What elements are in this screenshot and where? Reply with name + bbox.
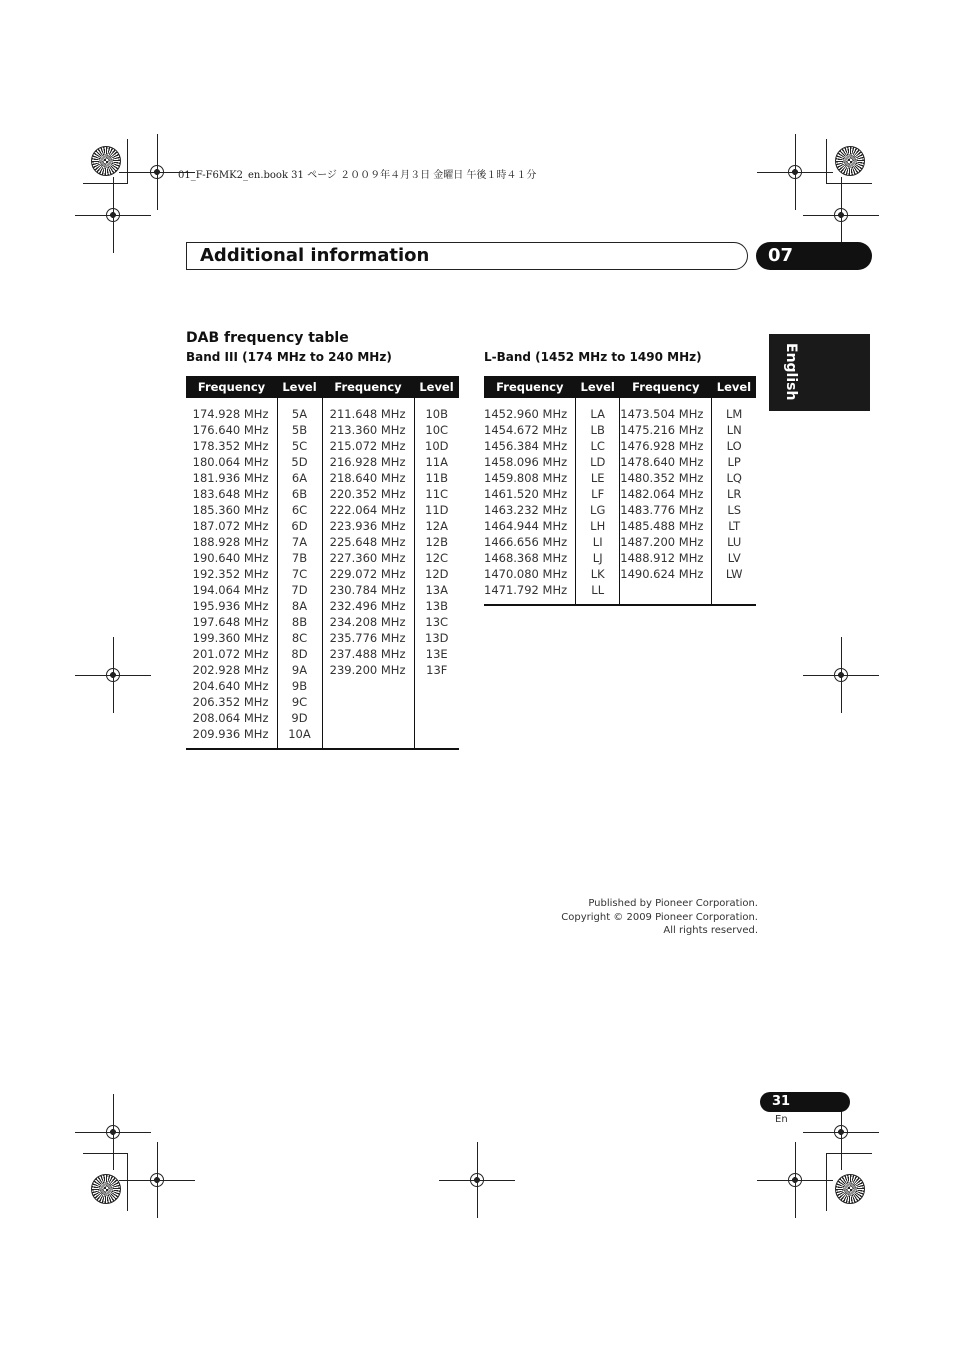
registration-line — [157, 134, 158, 210]
table-cell: LR — [726, 487, 742, 501]
table-cell: 180.064 MHz — [192, 455, 269, 469]
table-cell: 12A — [425, 519, 448, 533]
table-cell: 178.352 MHz — [192, 439, 269, 453]
band3-table — [186, 376, 459, 750]
table-cell: 7C — [291, 567, 308, 581]
table-cell: 11B — [425, 471, 449, 485]
table-cell: LJ — [592, 551, 603, 565]
table-cell: 192.352 MHz — [192, 567, 269, 581]
table-cell: 174.928 MHz — [192, 407, 269, 421]
trim-line — [826, 1153, 872, 1154]
table-cell: 13F — [426, 663, 448, 677]
table-cell: 235.776 MHz — [329, 631, 406, 645]
table-cell: 7B — [291, 551, 308, 565]
table-cell: 183.648 MHz — [192, 487, 269, 501]
trim-line — [127, 139, 128, 183]
trim-line — [83, 1153, 128, 1154]
band3-header-level-2: Level — [414, 376, 459, 398]
lband-col1-level — [576, 398, 620, 605]
table-cell: LS — [727, 503, 742, 517]
section-header-bar — [186, 242, 748, 270]
table-cell: 1458.096 MHz — [484, 455, 568, 469]
table-cell: 195.936 MHz — [192, 599, 269, 613]
color-target-mark — [835, 146, 865, 176]
page-language: En — [775, 1114, 788, 1125]
lband-header-level-2: Level — [712, 376, 756, 398]
table-cell: 220.352 MHz — [329, 487, 406, 501]
table-cell: 12D — [425, 567, 449, 581]
table-cell: 10A — [288, 727, 311, 741]
table-cell: 1466.656 MHz — [484, 535, 568, 549]
table-cell: LU — [727, 535, 742, 549]
section-title: DAB frequency table — [186, 330, 349, 346]
table-cell: 229.072 MHz — [329, 567, 406, 581]
table-cell: LV — [727, 551, 741, 565]
table-cell: 234.208 MHz — [329, 615, 406, 629]
table-cell: 8C — [291, 631, 308, 645]
table-cell: LM — [726, 407, 743, 421]
table-cell: 218.640 MHz — [329, 471, 406, 485]
table-cell: 1475.216 MHz — [620, 423, 704, 437]
table-cell: 10C — [425, 423, 449, 437]
table-cell: 1490.624 MHz — [620, 567, 704, 581]
table-cell: LA — [590, 407, 605, 421]
lband-header-frequency-1: Frequency — [484, 376, 576, 398]
table-cell: 5B — [291, 423, 308, 437]
table-cell: 209.936 MHz — [192, 727, 269, 741]
trim-line — [826, 1153, 827, 1211]
table-cell: 188.928 MHz — [192, 535, 269, 549]
table-cell: 202.928 MHz — [192, 663, 269, 677]
table-cell: 1487.200 MHz — [620, 535, 704, 549]
table-cell: 223.936 MHz — [329, 519, 406, 533]
registration-line — [113, 637, 114, 713]
table-cell: 201.072 MHz — [192, 647, 269, 661]
table-cell: 11D — [425, 503, 449, 517]
table-cell: 213.360 MHz — [329, 423, 406, 437]
table-cell: LQ — [726, 471, 742, 485]
table-cell: LP — [727, 455, 741, 469]
band3-header-level-1: Level — [277, 376, 322, 398]
table-cell: 237.488 MHz — [329, 647, 406, 661]
registration-line — [841, 637, 842, 713]
table-cell: 6B — [291, 487, 308, 501]
table-cell: LW — [725, 567, 743, 581]
lband-col2-frequency — [620, 398, 712, 605]
table-cell: 13A — [425, 583, 448, 597]
book-meta-line: 01_F-F6MK2_en.book 31 ページ ２００９年４月３日 金曜日 午後１時４１分 — [178, 170, 537, 181]
registration-line — [157, 1142, 158, 1218]
table-cell: 1459.808 MHz — [484, 471, 568, 485]
lband-subtitle: L-Band (1452 MHz to 1490 MHz) — [484, 350, 702, 364]
table-cell: 10B — [425, 407, 449, 421]
table-cell: 1488.912 MHz — [620, 551, 704, 565]
lband-header-frequency-2: Frequency — [620, 376, 712, 398]
rights-line: All rights reserved. — [663, 925, 758, 936]
table-cell: 1480.352 MHz — [620, 471, 704, 485]
table-cell: LO — [726, 439, 742, 453]
table-cell: 1482.064 MHz — [620, 487, 704, 501]
trim-line — [826, 183, 872, 184]
table-cell: 1485.488 MHz — [620, 519, 704, 533]
table-cell: 225.648 MHz — [329, 535, 406, 549]
table-cell: 5A — [291, 407, 308, 421]
table-cell: 9B — [291, 679, 308, 693]
registration-line — [477, 1142, 478, 1218]
table-cell: LT — [728, 519, 741, 533]
table-cell: 1461.520 MHz — [484, 487, 568, 501]
table-cell: 6A — [291, 471, 308, 485]
publisher-line: Published by Pioneer Corporation. — [588, 898, 758, 909]
table-cell: 227.360 MHz — [329, 551, 406, 565]
color-target-mark — [91, 146, 121, 176]
table-cell: 6D — [291, 519, 308, 533]
table-cell: 13E — [425, 647, 448, 661]
table-cell: LG — [590, 503, 606, 517]
trim-line — [83, 183, 128, 184]
table-cell: 199.360 MHz — [192, 631, 269, 645]
band3-col2-level — [414, 398, 459, 749]
table-cell: 6C — [291, 503, 308, 517]
table-cell: 190.640 MHz — [192, 551, 269, 565]
table-cell: 10D — [425, 439, 449, 453]
table-cell: 187.072 MHz — [192, 519, 269, 533]
language-tab — [769, 334, 870, 411]
section-header-title: Additional information — [200, 245, 430, 266]
lband-col1-frequency — [484, 398, 576, 605]
table-cell: 5C — [291, 439, 308, 453]
band3-col1-frequency — [186, 398, 277, 749]
registration-line — [795, 1142, 796, 1218]
color-target-mark — [835, 1174, 865, 1204]
language-tab-label: English — [783, 343, 799, 401]
table-cell: LL — [591, 583, 605, 597]
table-cell: 1464.944 MHz — [484, 519, 568, 533]
table-cell: 12B — [425, 535, 449, 549]
table-cell: 1452.960 MHz — [484, 407, 568, 421]
table-cell: 1476.928 MHz — [620, 439, 704, 453]
band3-subtitle: Band III (174 MHz to 240 MHz) — [186, 350, 392, 364]
band3-header-frequency-2: Frequency — [322, 376, 414, 398]
registration-line — [113, 177, 114, 253]
table-cell: 11A — [425, 455, 448, 469]
band3-header-frequency-1: Frequency — [186, 376, 277, 398]
table-cell: 239.200 MHz — [329, 663, 406, 677]
lband-header-level-1: Level — [576, 376, 620, 398]
table-cell: 1454.672 MHz — [484, 423, 568, 437]
table-cell: 1478.640 MHz — [620, 455, 704, 469]
lband-col2-level — [712, 398, 756, 605]
lband-table — [484, 376, 756, 606]
table-cell: LB — [590, 423, 605, 437]
table-cell: 176.640 MHz — [192, 423, 269, 437]
table-cell: 185.360 MHz — [192, 503, 269, 517]
table-cell: 181.936 MHz — [192, 471, 269, 485]
table-cell: LI — [592, 535, 603, 549]
trim-line — [826, 139, 827, 183]
table-cell: 8D — [291, 647, 308, 661]
table-cell: 9A — [291, 663, 308, 677]
table-cell: 7A — [291, 535, 308, 549]
trim-line — [127, 1153, 128, 1211]
table-cell: 206.352 MHz — [192, 695, 269, 709]
band3-col2-frequency — [322, 398, 414, 749]
table-cell: 222.064 MHz — [329, 503, 406, 517]
table-cell: 1468.368 MHz — [484, 551, 568, 565]
table-cell: 5D — [291, 455, 308, 469]
table-cell: 194.064 MHz — [192, 583, 269, 597]
table-cell: 11C — [425, 487, 449, 501]
table-cell: LD — [590, 455, 606, 469]
chapter-number: 07 — [756, 242, 872, 270]
table-cell: 1463.232 MHz — [484, 503, 568, 517]
table-cell: 7D — [291, 583, 308, 597]
color-target-mark — [91, 1174, 121, 1204]
table-cell: 8A — [291, 599, 308, 613]
copyright-line: Copyright © 2009 Pioneer Corporation. — [561, 911, 758, 923]
table-cell: 1471.792 MHz — [484, 583, 568, 597]
table-cell: LC — [590, 439, 605, 453]
table-cell: 13D — [425, 631, 449, 645]
registration-line — [113, 1094, 114, 1170]
registration-line — [795, 134, 796, 210]
table-cell: LK — [590, 567, 605, 581]
band3-col1-level — [277, 398, 322, 749]
table-cell: LH — [590, 519, 606, 533]
table-cell: 1456.384 MHz — [484, 439, 568, 453]
table-cell: 216.928 MHz — [329, 455, 406, 469]
table-cell: 211.648 MHz — [329, 407, 406, 421]
table-cell: 13C — [425, 615, 449, 629]
table-cell: 13B — [425, 599, 449, 613]
table-cell: 208.064 MHz — [192, 711, 269, 725]
table-cell: 197.648 MHz — [192, 615, 269, 629]
page-number: 31 — [760, 1092, 850, 1112]
table-cell: 1470.080 MHz — [484, 567, 568, 581]
table-cell: 1483.776 MHz — [620, 503, 704, 517]
table-cell: 204.640 MHz — [192, 679, 269, 693]
table-cell: LF — [591, 487, 605, 501]
publisher-notice — [561, 897, 758, 938]
table-cell: 8B — [291, 615, 308, 629]
table-cell: 232.496 MHz — [329, 599, 406, 613]
table-cell: LE — [590, 471, 605, 485]
table-cell: 1473.504 MHz — [620, 407, 704, 421]
table-cell: 12C — [425, 551, 449, 565]
table-cell: 9C — [291, 695, 308, 709]
table-cell: 9D — [291, 711, 308, 725]
table-cell: LN — [726, 423, 742, 437]
table-cell: 215.072 MHz — [329, 439, 406, 453]
table-cell: 230.784 MHz — [329, 583, 406, 597]
